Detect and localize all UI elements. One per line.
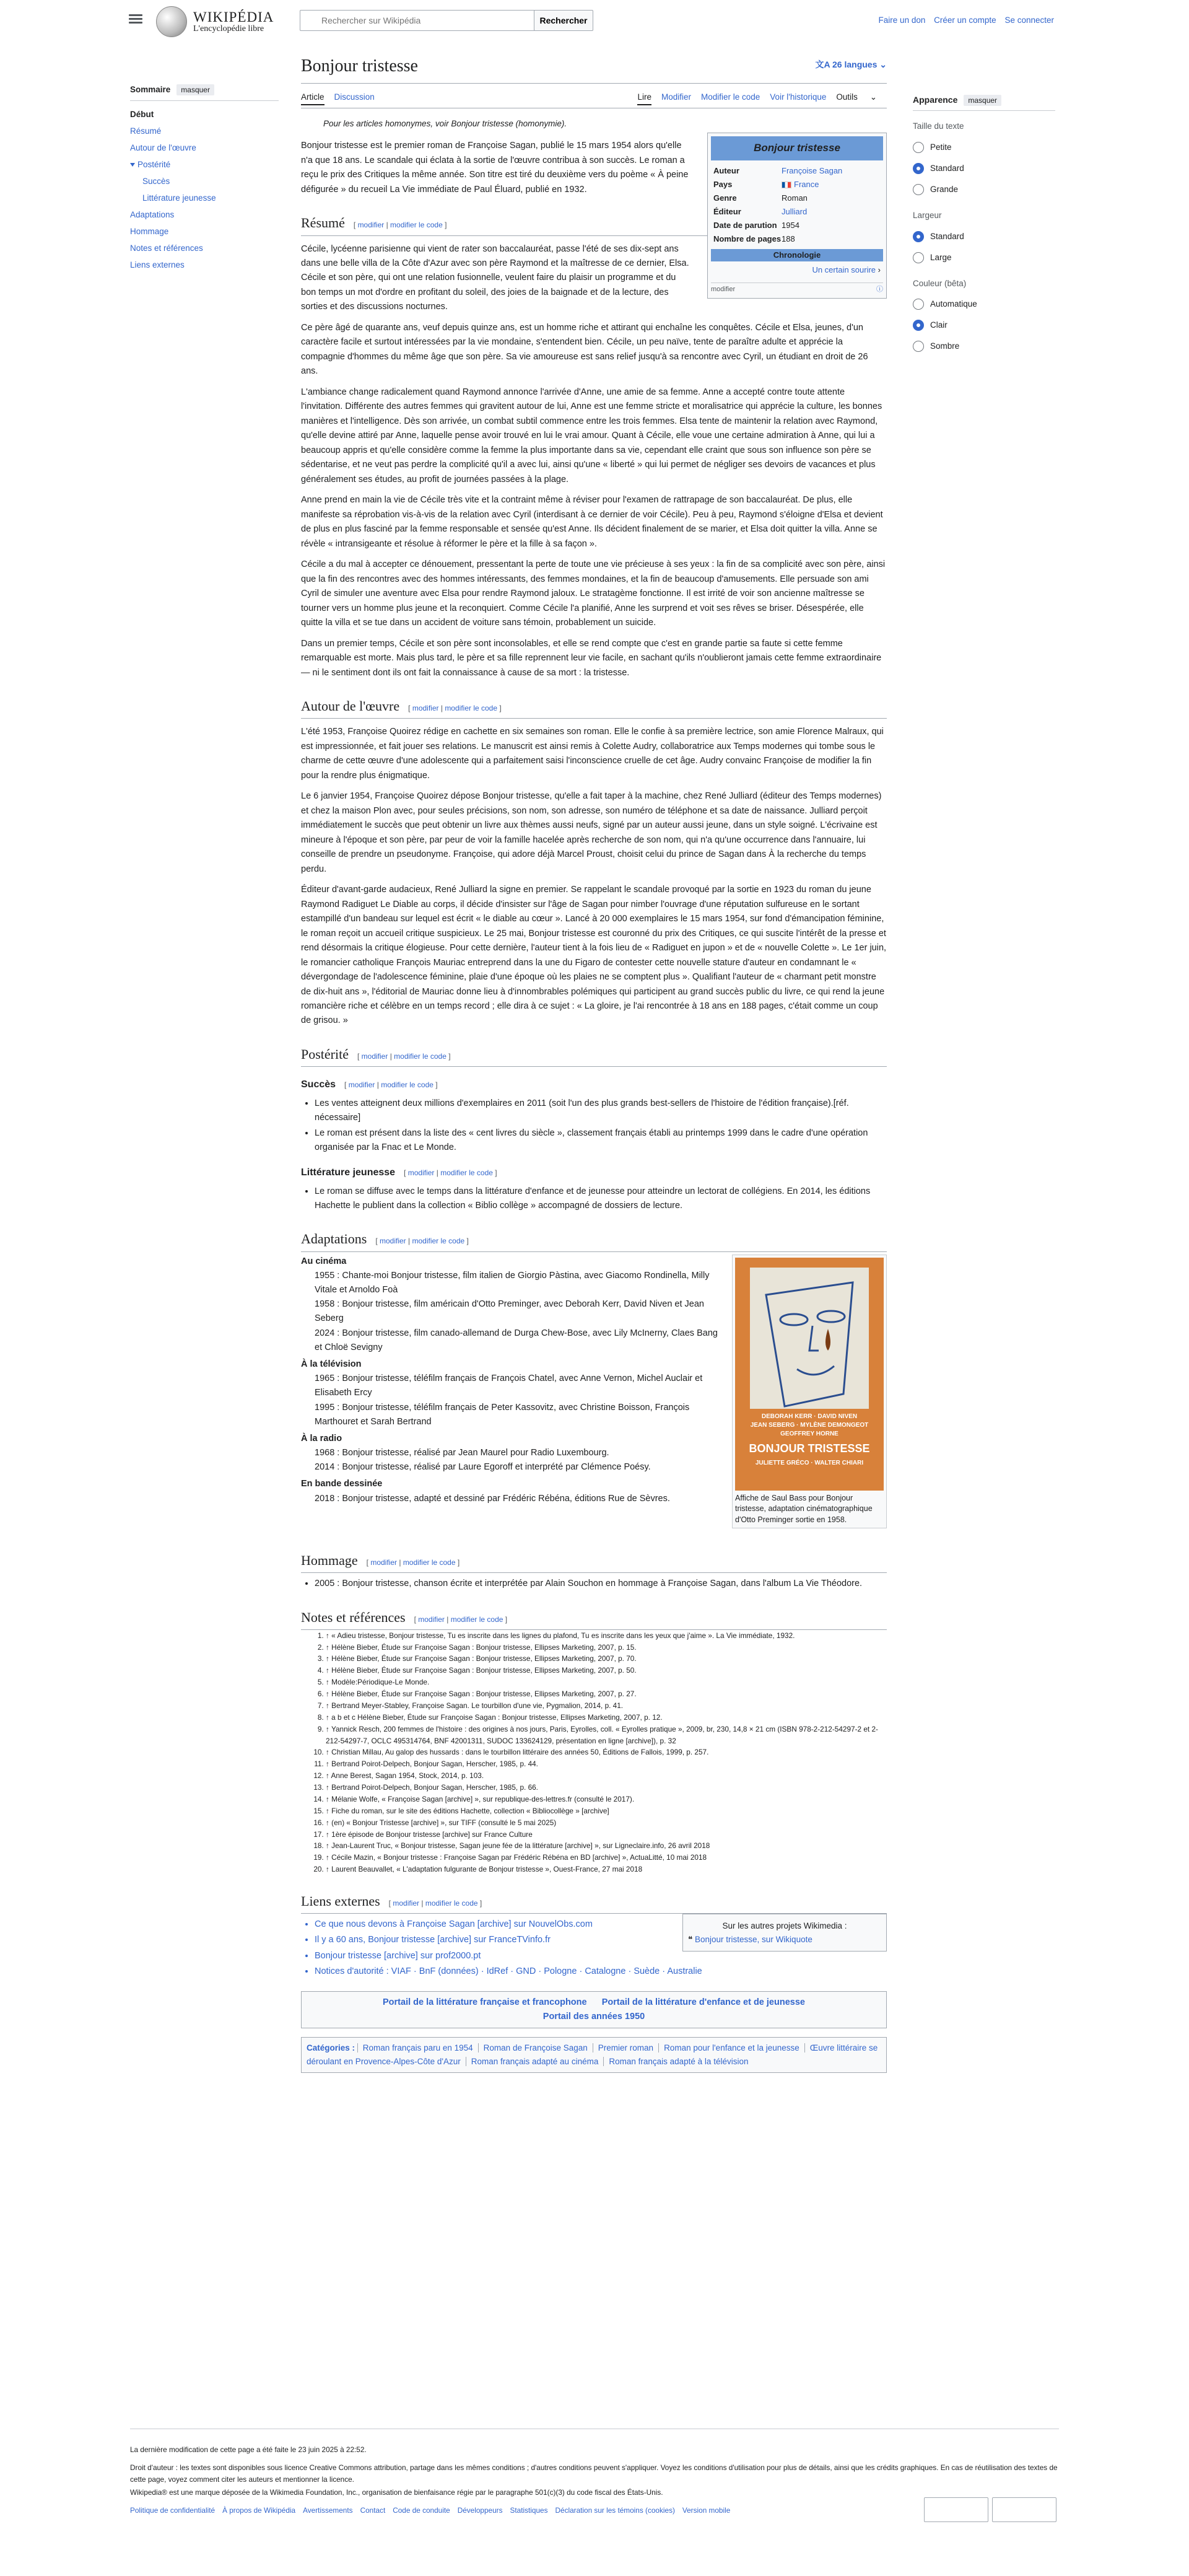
toc-item-posterite[interactable]	[130, 156, 279, 173]
heading-text: Notes et références	[301, 1609, 406, 1625]
wikiquote-box	[682, 1914, 887, 1952]
edit-section-link[interactable]: [ modifier | modifier le code ]	[404, 1168, 497, 1178]
radio-label: Automatique	[930, 299, 977, 309]
infobox-key: Nombre de pages	[713, 234, 782, 244]
category-link[interactable]: Roman français adapté au cinéma	[466, 2057, 604, 2066]
list-item: 2014 : Bonjour tristesse, réalisé par Laure Egoroff et interprété par Clémence Poésy.	[315, 1462, 651, 1473]
radio-selected-icon	[913, 231, 924, 242]
heading-text: Adaptations	[301, 1231, 367, 1247]
logo-title[interactable]: WIKIPÉDIA	[193, 9, 274, 25]
edit-label: modifier	[357, 221, 385, 230]
user-links	[873, 14, 1054, 27]
infobox-row	[711, 219, 883, 232]
tools-label: Outils	[836, 92, 858, 102]
radio-icon	[913, 299, 924, 310]
adapt-bd-heading: En bande dessinée	[301, 1479, 383, 1489]
poster-figure	[732, 1255, 887, 1529]
toc-item-autour[interactable]: Autour de l'œuvre	[130, 142, 196, 152]
chevron-down-icon[interactable]	[130, 163, 135, 167]
reference-item: 6. ↑ Hélène Bieber, Étude sur Françoise Sagan : Bonjour tristesse, Ellipses Marketing, 2007, p. 27.	[326, 1688, 887, 1700]
subsection-heading-jeunesse	[301, 1165, 887, 1181]
toc-title: Sommaire	[130, 85, 171, 94]
footer-link[interactable]: Code de conduite	[393, 2506, 450, 2515]
radio-icon	[913, 252, 924, 263]
toc-hide-button[interactable]: masquer	[176, 84, 214, 95]
reference-item: 5. ↑ Modèle:Périodique-Le Monde.	[326, 1676, 887, 1688]
reference-item: 3. ↑ Hélène Bieber, Étude sur Françoise Sagan : Bonjour tristesse, Ellipses Marketing, 2007, p. 70.	[326, 1653, 887, 1665]
wikiquote-title: Sur les autres projets Wikimedia :	[722, 1921, 847, 1931]
color-radio-light[interactable]	[913, 315, 1055, 336]
radio-label: Sombre	[930, 341, 960, 351]
heading-text: Hommage	[301, 1553, 358, 1569]
size-radio-small[interactable]	[913, 137, 1055, 158]
portal-row	[305, 1996, 882, 2010]
france-flag-icon	[782, 182, 791, 188]
section-heading-adaptations	[301, 1228, 887, 1251]
edit-code-label: modifier le code	[450, 1614, 503, 1624]
wikimedia-logo-button[interactable]	[924, 2497, 988, 2522]
tab-history[interactable]: Voir l'historique	[770, 92, 827, 102]
radio-icon	[913, 142, 924, 153]
tab-tools[interactable]: Outils ⌄	[836, 92, 877, 102]
hommage-list	[315, 1577, 887, 1591]
languages-button[interactable]: 文A 26 langues ⌄	[815, 59, 887, 69]
edit-label: modifier	[418, 1614, 445, 1624]
radio-icon	[913, 341, 924, 352]
reference-item: 1. ↑ « Adieu tristesse, Bonjour tristesse, Tu es inscrite dans les lignes du plafond, Tu es inscrite dans les yeux que j'aime ». La Vie immédiate, 1932.	[326, 1630, 887, 1642]
references-list	[326, 1630, 887, 1875]
footer-link[interactable]: Déclaration sur les témoins (cookies)	[555, 2506, 675, 2515]
edit-label: modifier	[348, 1080, 375, 1090]
categories-label[interactable]: Catégories :	[307, 2043, 355, 2053]
reference-item: 17. ↑ 1ère épisode de Bonjour tristesse [archive] sur France Culture	[326, 1829, 887, 1841]
edit-label: modifier	[380, 1237, 406, 1246]
paragraph: Dans un premier temps, Cécile et son père sont inconsolables, et elle se rend compte que c'est en grande partie sa faute si cette femme remarquable est morte. Mais plus tard, le père et sa fille reprennent leur vie facile, en sachant qu'ils n'oublieront jamais cette femme extraordinaire — ni le sentiment dont ils ont fait la connaissance à cause de sa mort : la tristesse.	[301, 638, 882, 678]
size-radio-standard[interactable]	[913, 158, 1055, 179]
external-link[interactable]: • Il y a 60 ans, Bonjour tristesse [archive] sur FranceTVinfo.fr	[315, 1933, 887, 1947]
wikiquote-icon: ❝	[688, 1934, 695, 1944]
reference-item: 11. ↑ Bertrand Poirot-Delpech, Bonjour Sagan, Herscher, 1985, p. 44.	[326, 1758, 887, 1770]
infobox	[707, 133, 887, 299]
footer	[130, 2429, 1059, 2517]
heading-text: Postérité	[301, 1046, 349, 1062]
color-radio-dark[interactable]	[913, 336, 1055, 357]
list-item: • 2005 : Bonjour tristesse, chanson écrite et interprétée par Alain Souchon en hommage à Françoise Sagan, dans l'album La Vie Théodore.	[315, 1577, 887, 1591]
list-item: 2018 : Bonjour tristesse, adapté et dessiné par Frédéric Rébéna, éditions Rue de Sèvres.	[315, 1493, 670, 1504]
external-link[interactable]: • Bonjour tristesse [archive] sur prof2000.pt	[315, 1949, 887, 1963]
tab-edit[interactable]: Modifier	[661, 92, 691, 102]
category-link[interactable]: Roman français paru en 1954	[357, 2043, 478, 2052]
list-item: 1958 : Bonjour tristesse, film américain d'Otto Preminger, avec Deborah Kerr, David Niven et Jean Seberg	[315, 1299, 704, 1324]
wikiquote-link[interactable]: Bonjour tristesse, sur Wikiquote	[695, 1934, 812, 1944]
portal-box	[301, 1991, 887, 2028]
adapt-tv-heading: À la télévision	[301, 1359, 362, 1369]
radio-label: Grande	[930, 184, 959, 194]
hatnote: Pour les articles homonymes, voir Bonjour tristesse (homonymie).	[323, 118, 567, 128]
infobox-row	[711, 205, 883, 219]
header	[0, 0, 1189, 40]
infobox-value[interactable]: France	[794, 179, 819, 189]
toc-item-hommage[interactable]: Hommage	[130, 226, 169, 236]
edit-label: modifier	[361, 1051, 388, 1061]
list-item: 1968 : Bonjour tristesse, réalisé par Jean Maurel pour Radio Luxembourg.	[315, 1448, 609, 1458]
infobox-row	[711, 164, 883, 178]
radio-label: Clair	[930, 320, 947, 330]
edit-code-label: modifier le code	[394, 1051, 446, 1061]
trademark-text: Wikipedia® est une marque déposée de la Wikimedia Foundation, Inc., organisation de bienfaisance régie par le paragraphe 501(c)(3) du code fiscal des États-Unis.	[130, 2488, 663, 2497]
color-radio-auto[interactable]	[913, 294, 1055, 315]
namespace-tabs	[301, 90, 385, 104]
donate-link[interactable]: Faire un don	[878, 15, 926, 25]
width-radio-large[interactable]	[913, 247, 1055, 268]
infobox-value[interactable]: Julliard	[782, 207, 808, 217]
edit-label: modifier	[407, 1168, 435, 1178]
infobox-country	[782, 178, 819, 191]
radio-label: Large	[930, 252, 952, 262]
list-item: 2024 : Bonjour tristesse, film canado-allemand de Durga Chew-Bose, avec Lily McInerny, Claes Bang et Chloë Sevigny	[315, 1328, 718, 1352]
search-input[interactable]	[300, 10, 535, 31]
paragraph: Le 6 janvier 1954, Françoise Quoirez dépose Bonjour tristesse, qu'elle a fait taper à la machine, chez René Julliard (éditeur des Temps modernes) et chez la maison Plon avec, pour seules précisions, son nom, son adresse, son numéro de téléphone et sa date de naissance. Julliard perçoit immédiatement le succès que peut obtenir un livre aux thèmes aussi neufs, signé par un auteur aussi jeune, dans un style soigné. L'écrivaine est mineure à l'époque et son père, par peur de voir la famille hacelée après recherche de son nom, qui n'a qu'une occurrence dans l'annuaire, lui conseille de prendre un pseudonyme. Françoise, qui adore déjà Marcel Proust, choisit celui du prince de Sagan dans À la recherche du temps perdu.	[301, 791, 882, 874]
infobox-next-row	[711, 261, 883, 279]
edit-section-link[interactable]: [ modifier | modifier le code ]	[366, 1558, 460, 1567]
adapt-cinema-heading: Au cinéma	[301, 1256, 347, 1266]
intro-paragraph: Bonjour tristesse est le premier roman de Françoise Sagan, publié le 15 mars 1954 alors qu'elle n'a que 18 ans. Le scandale qui éclata à la sortie de l'œuvre contribua à son succès. Le roman a reçu le prix des Critiques la même année. Son titre est tiré du deuxième vers du poème « À peine défigurée » du recueil La Vie immédiate de Paul Éluard, publié en 1932.	[301, 141, 689, 195]
create-account-link[interactable]: Créer un compte	[934, 15, 996, 25]
radio-selected-icon	[913, 320, 924, 331]
footer-link[interactable]: Version mobile	[682, 2506, 731, 2515]
infobox-footer	[711, 283, 883, 295]
footer-link[interactable]: Statistiques	[510, 2506, 548, 2515]
footer-link[interactable]: Politique de confidentialité	[130, 2506, 216, 2515]
poster-line: GEOFFREY HORNE	[780, 1430, 838, 1437]
paragraph: L'ambiance change radicalement quand Raymond annonce l'arrivée d'Anne, une amie de sa femme. Anne a accepté contre toute attente l'invitation. Différente des autres femmes qui gravitent autour de lui, Anne est une femme stricte et moralisatrice qui apprécie la culture, les bonnes manières et l'intelligence. Dès son arrivée, un combat subtil commence entre les trois femmes. Elsa tente de maintenir la relation avec Raymond, qu'elle devine attiré par Anne, laquelle pense avoir trouvé en lui le vrai amour. Quant à Cécile, elle voue une certaine admiration à Anne, qui lui a beaucoup appris et qu'elle considère comme la femme la plus importante dans sa vie, cependant elle craint que sous son influence son père se sédentarise, et ne veut pas perdre la complicité qu'il a avec lui, ainsi qu'une « liberté » qui lui permet de négliger ses devoirs de vacances et plus généralement ses études, au profit de journées passées à la plage.	[301, 387, 882, 484]
reference-item: 12. ↑ Anne Berest, Sagan 1954, Stock, 2014, p. 103.	[326, 1770, 887, 1782]
infobox-key: Genre	[713, 193, 737, 203]
paragraph: Éditeur d'avant-garde audacieux, René Julliard la signe en premier. Se rappelant le scandale provoqué par la sortie en 1923 du roman du jeune Raymond Radiguet Le Diable au corps, il décide d'insister sur l'âge de Sagan pour nimber l'ouvrage d'une réputation sulfureuse en le sortant estampillé d'un bandeau sur lequel est écrit « le diable au cœur ». Lancé à 20 000 exemplaires le 15 mars 1954, sur fond d'émancipation féminine, le roman reçoit un accueil critique suspicieux. Le 25 mai, Bonjour tristesse est couronné du prix des Critiques, ce qui suscite l'intérêt de la presse et rend désormais la critique élogieuse. Pour cette dernière, l'auteur tient à la fois lieu de « Radiguet en jupon » et de « nouvelle Colette ». Le 1er juin, le romancier catholique François Mauriac entreprend dans la une du Figaro de contester cette nouvelle stature d'auteur en condamnant le « dévergondage de l'adolescence féminine, plaie d'une époque où les plaies ne se comptent plus ». Qualifiant l'auteur de « charmant petit monstre de dix-huit ans », l'éditorial de Mauriac donne lieu à d'innombrables polémiques qui participent au grand succès public du livre, ce qui rend la jeune romancière riche et célèbre en un temps record ; elle dira à ce sujet : « La gloire, je l'ai rencontrée à 18 ans en 188 pages, c'était comme un coup de grisou. »	[301, 885, 887, 1026]
infobox-row	[711, 191, 883, 205]
width-label: Largeur	[913, 210, 942, 220]
wikiquote-row	[688, 1933, 881, 1947]
infobox-key: Pays	[713, 179, 733, 189]
article-content	[301, 53, 887, 2073]
mediawiki-logo-button[interactable]	[992, 2497, 1056, 2522]
toc-item-debut[interactable]: Début	[130, 109, 154, 119]
edit-label: modifier	[370, 1558, 398, 1567]
infobox-next-link[interactable]: Un certain sourire	[812, 265, 876, 274]
paragraph: Anne prend en main la vie de Cécile très vite et la contraint même à réviser pour l'examen de rattrapage de son baccalauréat. De plus, elle manifeste sa réprobation vis-à-vis de la relation avec Cyril (interdisant à ce dernier de voir Cécile). Peu à peu, Raymond s'éloigne d'Elsa et devient de plus en plus fasciné par la femme responsable et sensée qu'est Anne. Ils décident finalement de se marier, et Elsa doit quitter la villa. Anne se révèle « intransigeante et résolue à réformer le père et la fille à sa façon ».	[301, 495, 883, 549]
toc-item-liens[interactable]: Liens externes	[130, 260, 185, 269]
page-tabs	[301, 84, 887, 108]
category-link[interactable]: Roman français adapté à la télévision	[603, 2057, 753, 2066]
heading-text: Liens externes	[301, 1893, 380, 1909]
tab-read[interactable]: Lire	[637, 92, 651, 105]
text-size-label: Taille du texte	[913, 121, 964, 131]
jeunesse-list	[315, 1185, 887, 1213]
category-link[interactable]: Œuvre littéraire se déroulant en Provence-Alpes-Côte d'Azur	[307, 2043, 878, 2066]
edit-section-link[interactable]: [ modifier | modifier le code ]	[353, 221, 447, 230]
toc-item-jeunesse[interactable]: Littérature jeunesse	[142, 193, 216, 203]
tab-edit-code[interactable]: Modifier le code	[700, 92, 760, 102]
categories-box	[301, 2037, 887, 2072]
page-title: Bonjour tristesse	[301, 53, 887, 84]
edit-section-link[interactable]: [ modifier | modifier le code ]	[414, 1614, 508, 1624]
section-heading-autour	[301, 695, 887, 719]
authority-links[interactable]: • Notices d'autorité : VIAF · BnF (données) · IdRef · GND · Pologne · Catalogne · Suède · Australie	[315, 1965, 887, 1979]
edit-label: modifier	[412, 704, 439, 713]
poster-credits	[735, 1413, 884, 1468]
appearance-header	[913, 93, 1055, 111]
paragraph: Cécile a du mal à accepter ce dénouement, pressentant la perte de toute une vie précieuse à ses yeux : la fin de sa complicité avec son père, ainsi que la fin des rencontres avec des hommes intéressants, des femmes mondaines, et la fin de beaucoup d'amusements. Elle persuade son ami Cyril de simuler une aventure avec Elsa pour rendre Raymond jaloux. Le stratagème fonctionne. Il est irrité de voir son ancienne maîtresse se tourner vers un homme plus jeune et la reconquiert. Comme Cécile l'a planifié, Anne les surprend et voit ses rêves se briser. Désespérée, elle quitte la villa et se tue dans un accident de voiture sans témoin, probablement un suicide.	[301, 559, 886, 628]
succes-list	[315, 1097, 887, 1155]
portal-link[interactable]: Portail de la littérature d'enfance et de jeunesse	[601, 1997, 805, 2008]
infobox-edit-label[interactable]: modifier	[711, 285, 736, 293]
infobox-key: Éditeur	[713, 207, 741, 217]
section-heading-posterite	[301, 1043, 887, 1067]
toc-item-notes[interactable]: Notes et références	[130, 243, 203, 253]
edit-section-link[interactable]: [ modifier | modifier le code ]	[375, 1237, 469, 1246]
license-text: Droit d'auteur : les textes sont disponibles sous licence Creative Commons attribution, partage dans les mêmes conditions ; d'autres conditions peuvent s'appliquer. Voyez les conditions d'utilisation pour plus de détails, ainsi que les crédits graphiques. En cas de réutilisation des textes de cette page, voyez comment citer les auteurs et mentionner la licence.	[130, 2463, 1058, 2484]
poster-image[interactable]	[735, 1258, 884, 1491]
list-item: 1955 : Chante-moi Bonjour tristesse, film italien de Giorgio Pàstina, avec Giacomo Rondinella, Milly Vitale et Arnoldo Foà	[315, 1270, 710, 1295]
edit-code-label: modifier le code	[440, 1168, 493, 1178]
edit-section-link[interactable]: [ modifier | modifier le code ]	[344, 1080, 438, 1090]
appearance-hide-button[interactable]: masquer	[964, 95, 1001, 106]
reference-item: 10. ↑ Christian Millau, Au galop des hussards : dans le tourbillon littéraire des années 50, Éditions de Fallois, 1999, p. 257.	[326, 1746, 887, 1758]
list-item: • Le roman est présent dans la liste des « cent livres du siècle », classement français établi au printemps 1999 dans le cadre d'une opération organisée par la Fnac et Le Monde.	[315, 1126, 887, 1155]
edit-code-label: modifier le code	[403, 1558, 456, 1567]
appearance-title: Apparence	[913, 95, 958, 105]
heading-text: Autour de l'œuvre	[301, 698, 400, 714]
poster-line: DEBORAH KERR · DAVID NIVEN	[761, 1413, 858, 1420]
reference-item: 7. ↑ Bertrand Meyer-Stabley, Françoise Sagan. Le tourbillon d'une vie, Pygmalion, 2014, p. 41.	[326, 1700, 887, 1712]
infobox-value: 188	[782, 234, 795, 244]
poster-caption: Affiche de Saul Bass pour Bonjour tristesse, adaptation cinématographique d'Otto Preminger sortie en 1958.	[735, 1493, 873, 1524]
section-heading-liens	[301, 1890, 887, 1914]
wikipedia-logo-icon[interactable]	[156, 6, 187, 37]
search-button[interactable]: Rechercher	[534, 10, 593, 31]
edit-code-label: modifier le code	[412, 1237, 465, 1246]
footer-link[interactable]: Contact	[360, 2506, 386, 2515]
tab-article[interactable]: Article	[301, 92, 324, 105]
reference-item: 9. ↑ Yannick Resch, 200 femmes de l'histoire : des origines à nos jours, Paris, Eyrolles, coll. « Eyrolles pratique », 2009, br, 230, 14,8 × 21 cm (ISBN 978-2-212-54297-2 et 2-212-54297-7, OCLC 495314764, BNF 42001311, SUDOC 133624129, présentation en ligne [archive]), p. 32	[326, 1724, 887, 1747]
table-of-contents	[130, 83, 279, 273]
section-heading-hommage	[301, 1549, 887, 1573]
infobox-row	[711, 232, 883, 246]
edit-code-label: modifier le code	[381, 1080, 433, 1090]
infobox-value: Roman	[782, 193, 808, 203]
paragraph: L'été 1953, Françoise Quoirez rédige en cachette en six semaines son roman. Elle le confie à sa première lectrice, son amie Florence Malraux, qui est impressionnée, et fait jouer ses relations. Le manuscrit est ainsi remis à Colette Audry, collaboratrice aux Temps modernes qui tombe sous le charme de cette œuvre d'une adolescente qui a parfaitement saisi l'inconscience cruelle de cet âge. Audry convainc Françoise de modifier la fin pour la rendre plus énigmatique.	[301, 727, 884, 781]
infobox-chronology: Chronologie	[711, 249, 883, 261]
reference-item: 20. ↑ Laurent Beauvallet, « L'adaptation fulgurante de Bonjour tristesse », Ouest-France, 27 mai 2018	[326, 1864, 887, 1875]
footer-nav	[130, 2505, 1059, 2517]
appearance-panel	[913, 83, 1055, 357]
infobox-value[interactable]: Françoise Sagan	[782, 165, 843, 175]
list-item: • Le roman se diffuse avec le temps dans la littérature d'enfance et de jeunesse pour atteindre un lectorat de collégiens. En 2014, les éditions Hachette le publient dans la collection « Biblio collège » accompagné de dossiers de lecture.	[315, 1185, 887, 1213]
edit-label: modifier	[393, 1899, 420, 1908]
external-link[interactable]: • Ce que nous devons à Françoise Sagan [archive] sur NouvelObs.com	[315, 1917, 887, 1932]
toc-item-label: Postérité	[137, 159, 171, 169]
languages-label: 26 langues	[832, 59, 878, 69]
infobox-key: Date de parution	[713, 221, 777, 230]
adapt-radio-heading: À la radio	[301, 1433, 342, 1444]
paragraph: Cécile, lycéenne parisienne qui vient de rater son baccalauréat, passe l'été de ses dix-sept ans dans une belle villa de la Côte d'Azur avec son père Raymond et la maîtresse de ce dernier, Elsa. Cécile et son père, qui ont une relation fusionnelle, veulent faire du plaisir un programme et du bon temps un mot d'ordre en profitant du soleil, des joies de la baignade et de la lecture, des sorties et des discussions nocturnes.	[301, 243, 689, 312]
reference-item: 4. ↑ Hélène Bieber, Étude sur Françoise Sagan : Bonjour tristesse, Ellipses Marketing, 2007, p. 50.	[326, 1665, 887, 1676]
poster-line: JULIETTE GRÉCO · WALTER CHIARI	[755, 1459, 864, 1466]
reference-item: 16. ↑ (en) « Bonjour Tristesse [archive] », sur TIFF (consulté le 5 mai 2025)	[326, 1817, 887, 1829]
toc-item-adaptations[interactable]: Adaptations	[130, 209, 175, 219]
portal-link[interactable]: Portail de la littérature française et francophone	[383, 1997, 587, 2008]
radio-label: Petite	[930, 142, 952, 152]
category-link[interactable]: Roman de Françoise Sagan	[478, 2043, 593, 2052]
infobox-value: 1954	[782, 221, 799, 230]
subsection-heading-succes	[301, 1077, 887, 1093]
reference-item: 13. ↑ Bertrand Poirot-Delpech, Bonjour Sagan, Herscher, 1985, p. 66.	[326, 1782, 887, 1794]
reference-item: 18. ↑ Jean-Laurent Truc, « Bonjour tristesse, Sagan jeune fée de la littérature [archive] », sur Ligneclaire.info, 26 avril 2018	[326, 1840, 887, 1852]
view-tabs	[637, 90, 887, 104]
toc-item-succes[interactable]: Succès	[142, 176, 170, 186]
poster-title: BONJOUR TRISTESSE	[749, 1442, 870, 1455]
radio-selected-icon	[913, 163, 924, 174]
edit-code-label: modifier le code	[445, 704, 498, 713]
reference-item: 8. ↑ a b et c Hélène Bieber, Étude sur Françoise Sagan : Bonjour tristesse, Ellipses Marketing, 2007, p. 12.	[326, 1712, 887, 1724]
toc-item-resume[interactable]: Résumé	[130, 126, 162, 136]
edit-section-link[interactable]: [ modifier | modifier le code ]	[357, 1051, 451, 1061]
list-item: 1995 : Bonjour tristesse, téléfilm français de Peter Kassovitz, avec Christine Boisson, François Marthouret et Sarah Bertrand	[315, 1402, 690, 1427]
heading-text: Littérature jeunesse	[301, 1167, 396, 1178]
size-radio-large[interactable]	[913, 179, 1055, 200]
list-item: 1965 : Bonjour tristesse, téléfilm français de François Chatel, avec Anne Vernon, Michel Auclair et Elisabeth Ercy	[315, 1373, 703, 1398]
list-item: • Les ventes atteignent deux millions d'exemplaires en 2011 (soit l'un des plus grands best-sellers de l'histoire de l'édition française).[réf. nécessaire]	[315, 1097, 887, 1125]
edit-code-label: modifier le code	[425, 1899, 478, 1908]
reference-item: 15. ↑ Fiche du roman, sur le site des éditions Hachette, collection « Bibliocollège » [archive]	[326, 1805, 887, 1817]
toc-header	[130, 83, 279, 101]
edit-code-label: modifier le code	[390, 221, 443, 230]
category-link[interactable]: Roman pour l'enfance et la jeunesse	[658, 2043, 804, 2052]
section-heading-notes	[301, 1606, 887, 1630]
info-icon[interactable]: ⓘ	[876, 285, 883, 293]
poster-line: JEAN SEBERG · MYLÈNE DEMONGEOT	[750, 1421, 869, 1429]
heading-text: Résumé	[301, 215, 345, 231]
main-menu-icon[interactable]	[129, 12, 142, 25]
logo-subtitle: L'encyclopédie libre	[193, 24, 264, 33]
tab-talk[interactable]: Discussion	[334, 92, 375, 102]
footer-link[interactable]: À propos de Wikipédia	[222, 2506, 296, 2515]
edit-section-link[interactable]: [ modifier | modifier le code ]	[408, 704, 502, 713]
width-radio-standard[interactable]	[913, 226, 1055, 247]
radio-icon	[913, 184, 924, 195]
paragraph: Ce père âgé de quarante ans, veuf depuis quinze ans, est un homme riche et attirant qui enchaîne les conquêtes. Cécile et Elsa, jeunes, d'un caractère facile et surtout intéressées par la vie mondaine, s'entendent bien. Cécile, un peu naïve, tente de paraître adulte et apprécie la compagnie d'hommes du même âge que son père. Sa vie amoureuse est sans relief jusqu'à sa rencontre avec Cyril, un étudiant en droit de 26 ans.	[301, 322, 868, 377]
radio-label: Standard	[930, 163, 964, 173]
infobox-title: Bonjour tristesse	[711, 136, 883, 160]
edit-section-link[interactable]: [ modifier | modifier le code ]	[388, 1899, 482, 1908]
last-modified: La dernière modification de cette page a été faite le 23 juin 2025 à 22:52.	[130, 2445, 367, 2454]
chevron-right-icon: ›	[876, 265, 881, 274]
infobox-row	[711, 178, 883, 191]
reference-item: 19. ↑ Cécile Mazin, « Bonjour tristesse : Françoise Sagan par Frédéric Rébéna en BD [archive] », ActuaLitté, 10 mai 2018	[326, 1852, 887, 1864]
login-link[interactable]: Se connecter	[1004, 15, 1054, 25]
footer-link[interactable]: Avertissements	[303, 2506, 353, 2515]
category-link[interactable]: Premier roman	[593, 2043, 658, 2052]
reference-item: 14. ↑ Mélanie Wolfe, « Françoise Sagan [archive] », sur republique-des-lettres.fr (consulté le 2017).	[326, 1794, 887, 1805]
footer-link[interactable]: Développeurs	[457, 2506, 503, 2515]
heading-text: Succès	[301, 1079, 336, 1090]
title-bar	[301, 53, 887, 84]
infobox-key: Auteur	[713, 165, 739, 175]
color-label: Couleur (bêta)	[913, 278, 967, 288]
portal-link[interactable]: Portail des années 1950	[542, 2012, 645, 2022]
reference-item: 2. ↑ Hélène Bieber, Étude sur Françoise Sagan : Bonjour tristesse, Ellipses Marketing, 2007, p. 15.	[326, 1642, 887, 1654]
radio-label: Standard	[930, 231, 964, 241]
